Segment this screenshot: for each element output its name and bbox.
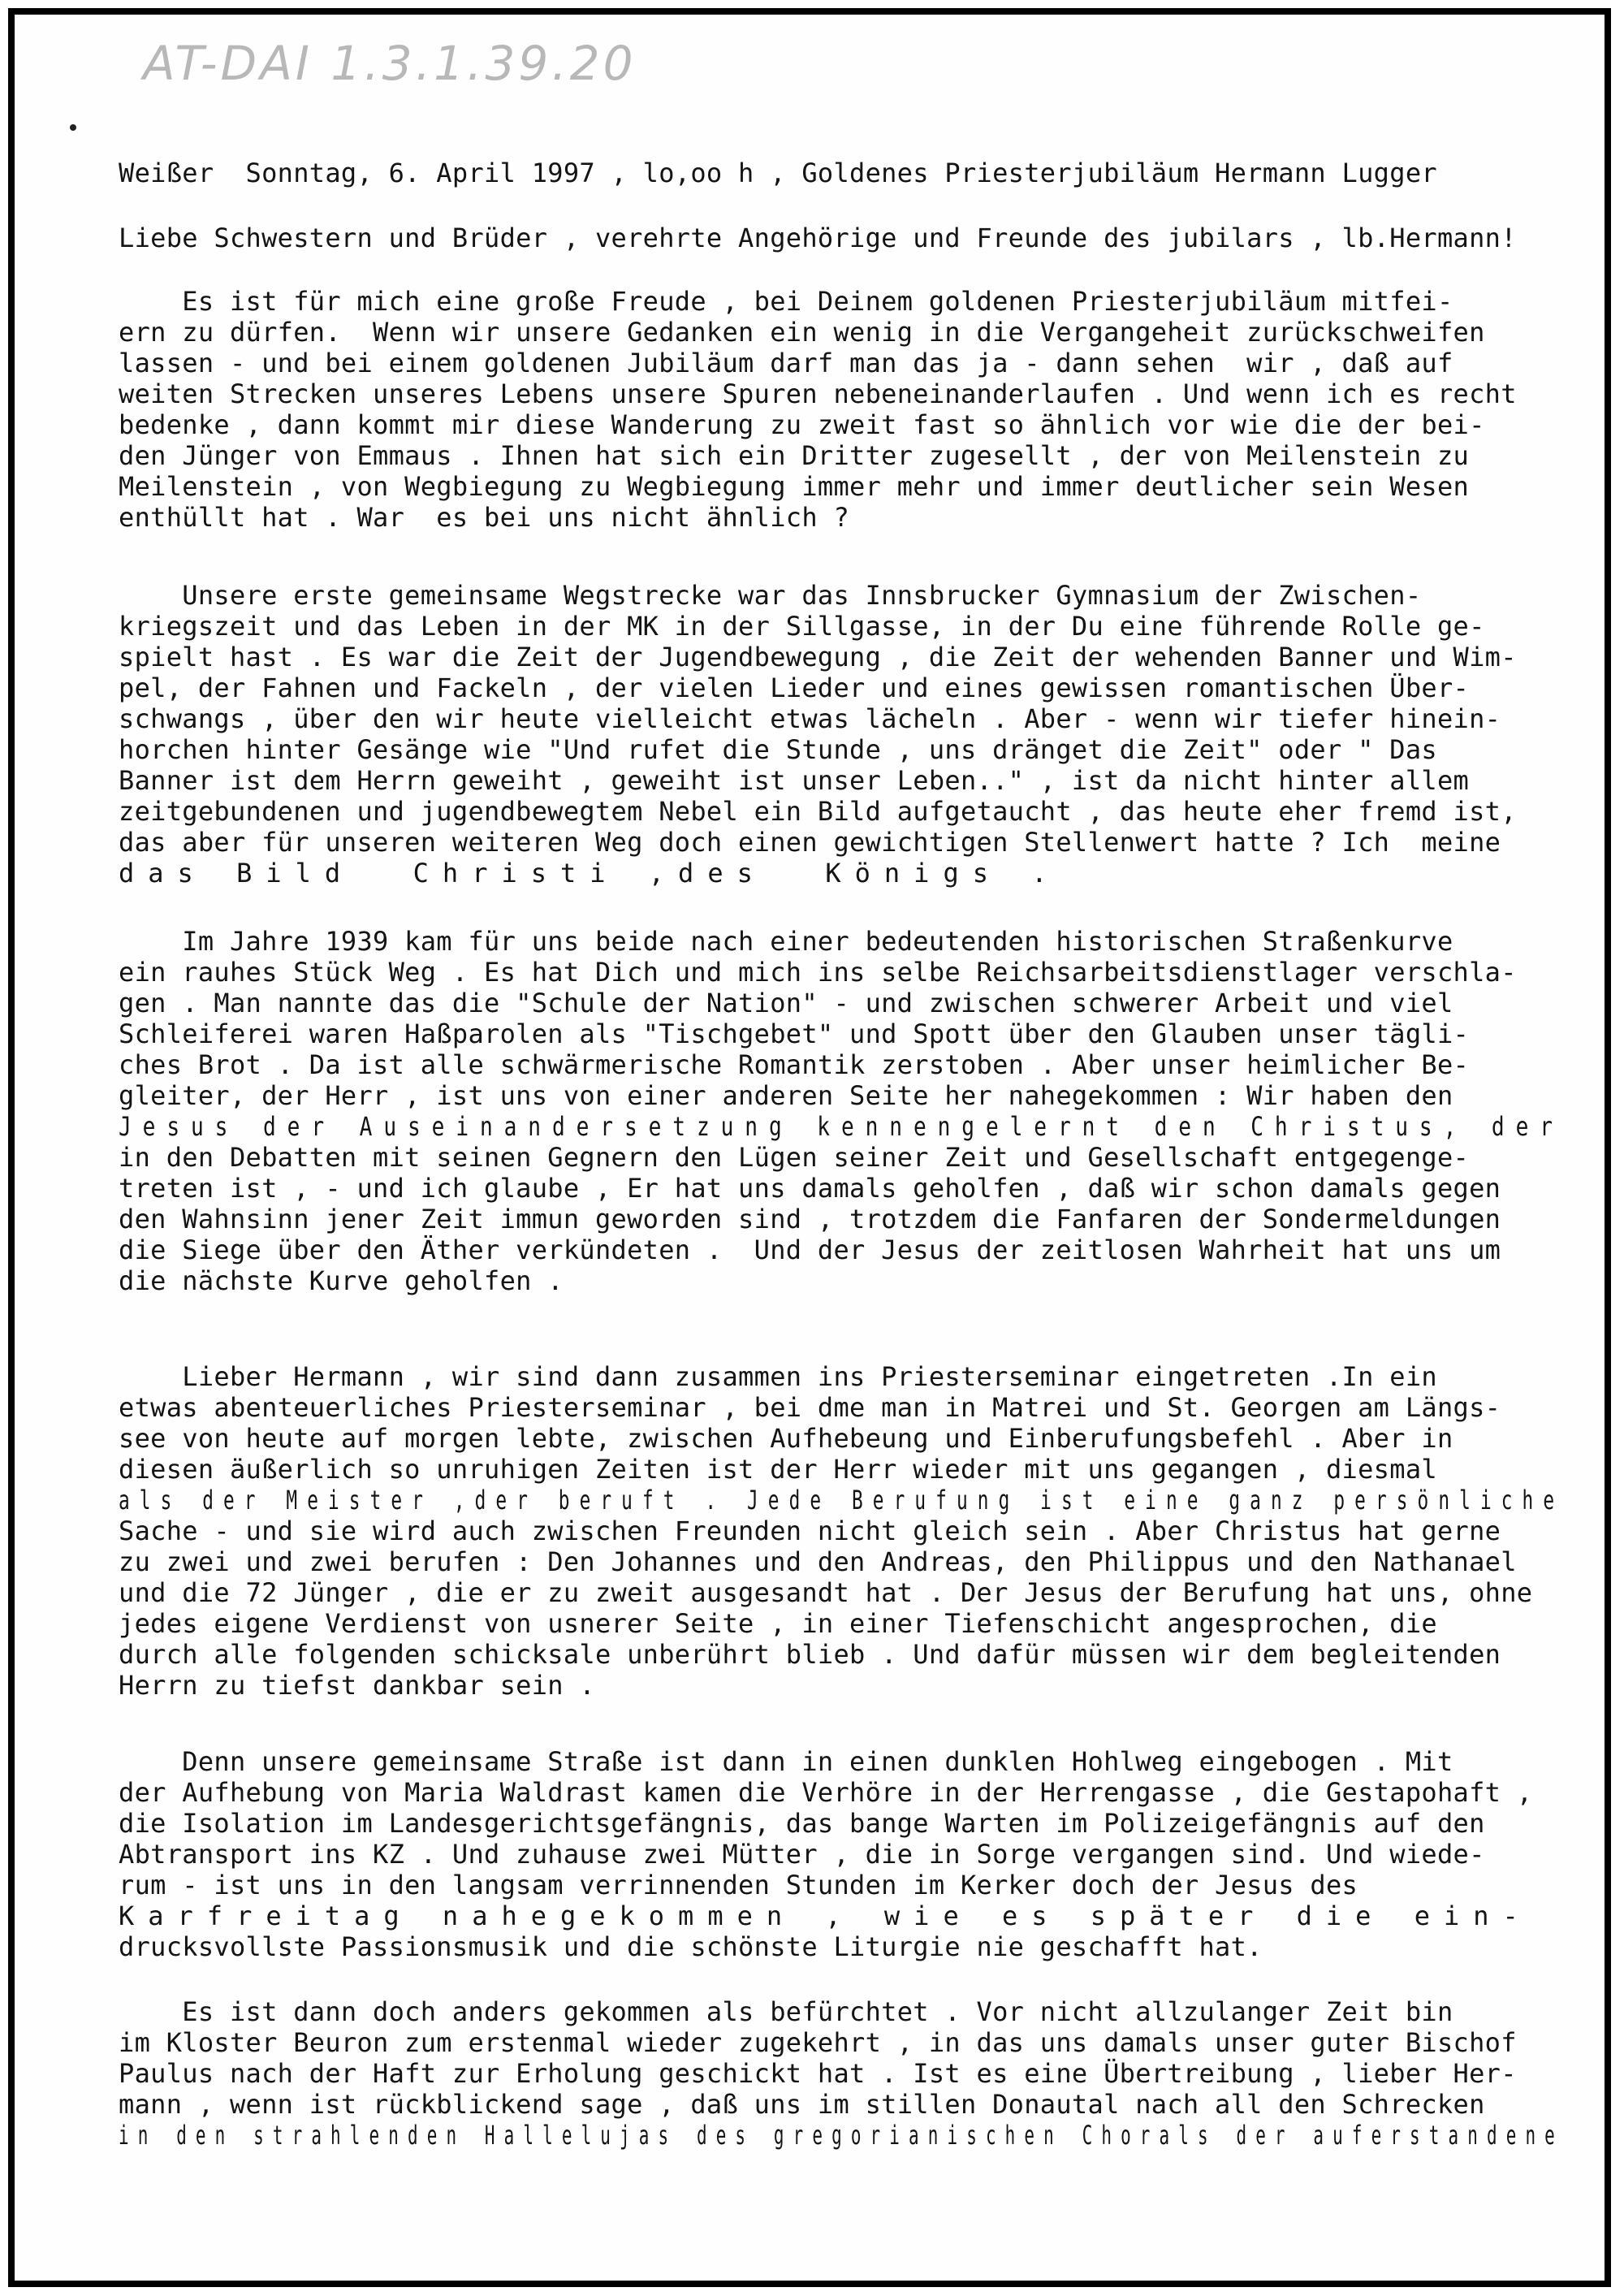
text-line: Denn unsere gemeinsame Straße ist dann in einen dunklen Hohlweg eingebogen . Mit bbox=[119, 1746, 1453, 1777]
text-line: mann , wenn ist rückblickend sage , daß uns im stillen Donautal nach all den Schrecken bbox=[119, 2089, 1485, 2120]
text-line: im Kloster Beuron zum erstenmal wieder zugekehrt , in das uns damals unser guter Bischof bbox=[119, 2027, 1517, 2058]
text-line: in den strahlenden Hallelujas des gregorianischen Chorals der auferstandene bbox=[119, 2120, 1564, 2151]
salutation: Liebe Schwestern und Brüder , verehrte Angehörige und Freunde des jubilars , lb.Hermann! bbox=[119, 223, 1517, 253]
text-line: den Jünger von Emmaus . Ihnen hat sich ein Dritter zugesellt , der von Meilenstein zu bbox=[119, 440, 1470, 471]
archive-signature: AT-DAI 1.3.1.39.20 bbox=[143, 36, 637, 91]
text-line: schwangs , über den wir heute vielleicht etwas lächeln . Aber - wenn wir tiefer hinein- bbox=[119, 703, 1501, 734]
text-line: Im Jahre 1939 kam für uns beide nach einer bedeutenden historischen Straßenkurve bbox=[119, 926, 1453, 957]
text-line: enthüllt hat . War es bei uns nicht ähnlich ? bbox=[119, 502, 850, 533]
text-line: spielt hast . Es war die Zeit der Jugendbewegung , die Zeit der wehenden Banner und Wim- bbox=[119, 642, 1517, 672]
text-line: etwas abenteuerliches Priesterseminar , bei dme man in Matrei und St. Georgen am Längs- bbox=[119, 1392, 1501, 1423]
text-line: die nächste Kurve geholfen . bbox=[119, 1265, 564, 1296]
text-line: den Wahnsinn jener Zeit immun geworden sind , trotzdem die Fanfaren der Sondermeldungen bbox=[119, 1204, 1501, 1234]
text-line: Jesus der Auseinandersetzung kennengelernt den Christus, der bbox=[119, 1111, 1564, 1142]
text-line: das Bild Christi ,des Königs . bbox=[119, 858, 1061, 889]
text-line: lassen - und bei einem goldenen Jubiläum darf man das ja - dann sehen wir , daß auf bbox=[119, 348, 1453, 378]
text-line: und die 72 Jünger , die er zu zweit ausgesandt hat . Der Jesus der Berufung hat uns, ohne bbox=[119, 1577, 1533, 1608]
text-line: Unsere erste gemeinsame Wegstrecke war das Innsbrucker Gymnasium der Zwischen- bbox=[119, 580, 1422, 611]
text-line: Es ist für mich eine große Freude , bei Deinem goldenen Priesterjubiläum mitfei- bbox=[119, 286, 1453, 317]
header-line: Weißer Sonntag, 6. April 1997 , lo,oo h , Goldenes Priesterjubiläum Hermann Lugger bbox=[119, 158, 1437, 188]
text-line: gleiter, der Herr , ist uns von einer anderen Seite her nahegekommen : Wir haben den bbox=[119, 1080, 1453, 1111]
text-line: weiten Strecken unseres Lebens unsere Spuren nebeneinanderlaufen . Und wenn ich es recht bbox=[119, 378, 1517, 409]
text-line: Karfreitag nahegekommen , wie es später die ein- bbox=[119, 1900, 1532, 1931]
text-line: Meilenstein , von Wegbiegung zu Wegbiegung immer mehr und immer deutlicher sein Wesen bbox=[119, 471, 1470, 502]
text-line: rum - ist uns in den langsam verrinnenden Stunden im Kerker doch der Jesus des bbox=[119, 1870, 1358, 1900]
text-line: Banner ist dem Herrn geweiht , geweiht ist unser Leben.." , ist da nicht hinter allem bbox=[119, 765, 1470, 796]
text-line: Schleiferei waren Haßparolen als "Tischgebet" und Spott über den Glauben unser tägli- bbox=[119, 1018, 1470, 1049]
text-line: in den Debatten mit seinen Gegnern den Lügen seiner Zeit und Gesellschaft entgegenge- bbox=[119, 1142, 1470, 1173]
text-line: pel, der Fahnen und Fackeln , der vielen Lieder und eines gewissen romantischen Über- bbox=[119, 672, 1470, 703]
text-line: drucksvollste Passionsmusik und die schönste Liturgie nie geschafft hat. bbox=[119, 1931, 1263, 1962]
text-line: zeitgebundenen und jugendbewegtem Nebel ein Bild aufgetaucht , das heute eher fremd ist, bbox=[119, 796, 1517, 827]
text-line: diesen äußerlich so unruhigen Zeiten ist der Herr wieder mit uns gegangen , diesmal bbox=[119, 1454, 1437, 1485]
text-line: gen . Man nannte das die "Schule der Nation" - und zwischen schwerer Arbeit und viel bbox=[119, 988, 1453, 1018]
text-line: Es ist dann doch anders gekommen als befürchtet . Vor nicht allzulanger Zeit bin bbox=[119, 1996, 1453, 2027]
margin-mark bbox=[70, 124, 76, 131]
text-line: horchen hinter Gesänge wie "Und rufet die Stunde , uns dränget die Zeit" oder " Das bbox=[119, 734, 1437, 765]
text-line: Lieber Hermann , wir sind dann zusammen ins Priesterseminar eingetreten .In ein bbox=[119, 1361, 1437, 1392]
text-line: Abtransport ins KZ . Und zuhause zwei Mütter , die in Sorge vergangen sind. Und wiede- bbox=[119, 1839, 1485, 1870]
text-line: bedenke , dann kommt mir diese Wanderung zu zweit fast so ähnlich vor wie die der bei- bbox=[119, 409, 1485, 440]
text-line: Sache - und sie wird auch zwischen Freunden nicht gleich sein . Aber Christus hat gerne bbox=[119, 1516, 1501, 1546]
text-line: zu zwei und zwei berufen : Den Johannes und den Andreas, den Philippus und den Nathanael bbox=[119, 1546, 1517, 1577]
text-line: durch alle folgenden schicksale unberührt blieb . Und dafür müssen wir dem begleitenden bbox=[119, 1639, 1501, 1670]
text-line: kriegszeit und das Leben in der MK in der Sillgasse, in der Du eine führende Rolle ge- bbox=[119, 611, 1485, 642]
text-line: Paulus nach der Haft zur Erholung geschickt hat . Ist es eine Übertreibung , lieber Her- bbox=[119, 2058, 1517, 2089]
text-line: ein rauhes Stück Weg . Es hat Dich und mich ins selbe Reichsarbeitsdienstlager verschla- bbox=[119, 957, 1517, 988]
text-line: ches Brot . Da ist alle schwärmerische Romantik zerstoben . Aber unser heimlicher Be- bbox=[119, 1049, 1470, 1080]
text-line: der Aufhebung von Maria Waldrast kamen die Verhöre in der Herrengasse , die Gestapohaft , bbox=[119, 1777, 1533, 1808]
text-line: ern zu dürfen. Wenn wir unsere Gedanken ein wenig in die Vergangeheit zurückschweifen bbox=[119, 317, 1485, 348]
text-line: treten ist , - und ich glaube , Er hat uns damals geholfen , daß wir schon damals gegen bbox=[119, 1173, 1501, 1204]
text-line: die Isolation im Landesgerichtsgefängnis, das bange Warten im Polizeigefängnis auf den bbox=[119, 1808, 1485, 1839]
text-line: das aber für unseren weiteren Weg doch einen gewichtigen Stellenwert hatte ? Ich meine bbox=[119, 827, 1501, 858]
text-line: die Siege über den Äther verkündeten . Und der Jesus der zeitlosen Wahrheit hat uns um bbox=[119, 1234, 1501, 1265]
text-line: jedes eigene Verdienst von usnerer Seite , in einer Tiefenschicht angesprochen, die bbox=[119, 1608, 1437, 1639]
text-line: als der Meister ,der beruft . Jede Berufung ist eine ganz persönliche bbox=[119, 1485, 1565, 1516]
text-line: Herrn zu tiefst dankbar sein . bbox=[119, 1670, 595, 1701]
text-line: see von heute auf morgen lebte, zwischen Aufhebeung und Einberufungsbefehl . Aber in bbox=[119, 1423, 1453, 1454]
